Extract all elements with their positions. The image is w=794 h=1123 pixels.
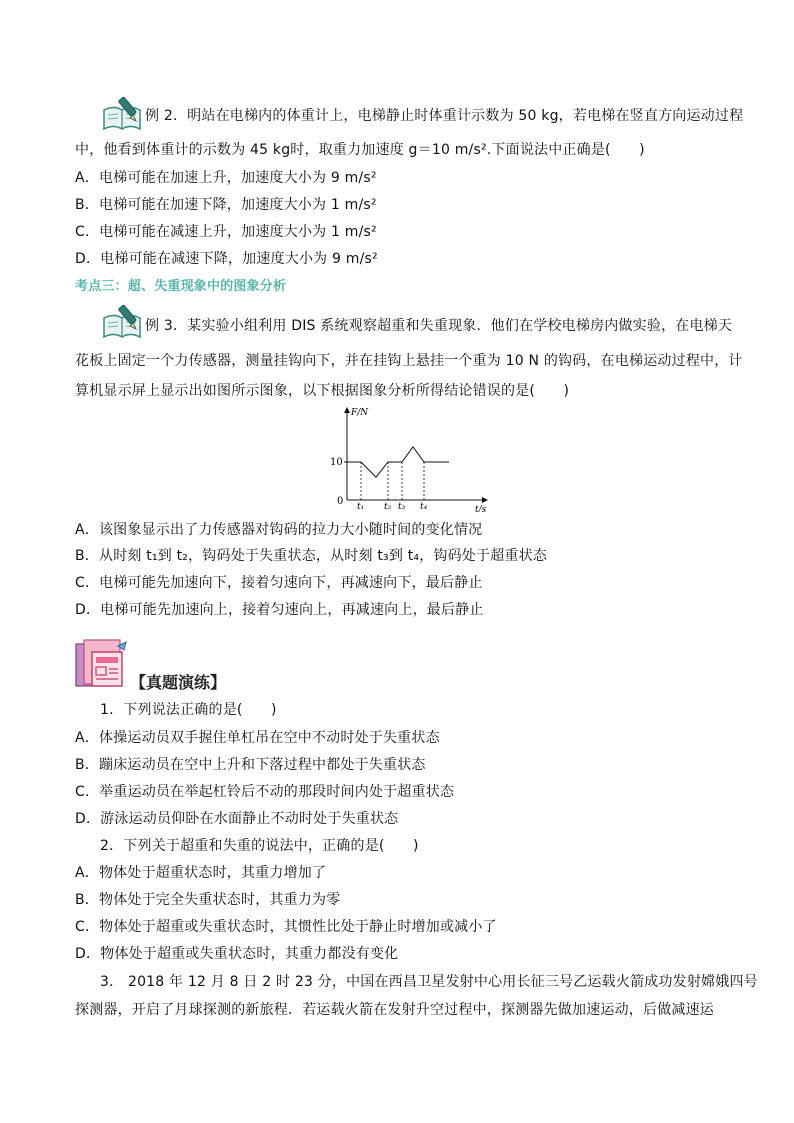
ex2-option-c: C．电梯可能在减速上升，加速度大小为 1 m/s²	[75, 224, 377, 240]
q1-option-d: D．游泳运动员仰卧在水面静止不动时处于失重状态	[75, 811, 399, 827]
ex3-text1: 某实验小组利用 DIS 系统观察超重和失重现象．他们在学校电梯房内做实验，在电梯天	[187, 318, 733, 334]
ex2-line2: 中，他看到体重计的示数为 45 kg时，取重力加速度 g＝10 m/s².下面说法中正确是( )	[75, 142, 645, 158]
y-tick-label-10: 10	[330, 457, 343, 468]
x-axis-label: t/s	[475, 505, 487, 512]
q2-option-b: B．物体处于完全失重状态时，其重力为零	[75, 892, 341, 908]
section3-title: 考点三：超、失重现象中的图象分析	[75, 279, 287, 294]
book-pencil-icon	[100, 96, 144, 132]
x-tick-label-1: t₁	[357, 502, 365, 512]
ex2-label: 例 2．	[145, 108, 188, 124]
ex3-option-b: B．从时刻 t₁到 t₂，钩码处于失重状态，从时刻 t₃到 t₄，钩码处于超重状态	[75, 548, 548, 564]
practice-title: 【真题演练】	[130, 673, 227, 692]
origin-label: 0	[337, 496, 344, 507]
practice-papers-icon	[74, 636, 132, 690]
ex3-option-d: D．电梯可能先加速向上，接着匀速向上，再减速向上，最后静止	[75, 602, 484, 618]
force-time-chart	[325, 404, 495, 512]
ex2-option-b: B．电梯可能在加速下降，加速度大小为 1 m/s²	[75, 197, 377, 213]
q2-option-d: D．物体处于超重或失重状态时，其重力都没有变化	[75, 946, 399, 962]
q1-stem: 1．下列说法正确的是( )	[100, 702, 277, 718]
y-axis-label: F/N	[351, 408, 369, 418]
q3-line2: 探测器，开启了月球探测的新旅程．若运载火箭在发射升空过程中，探测器先做加速运动，后做减速运	[75, 1002, 714, 1018]
ex3-line3: 算机显示屏上显示出如图所示图象，以下根据图象分析所得结论错误的是( )	[75, 383, 570, 399]
ex3-option-a: A．该图象显示出了力传感器对钩码的拉力大小随时间的变化情况	[75, 522, 483, 538]
q2-option-c: C．物体处于超重或失重状态时，其惯性比处于静止时增加或减小了	[75, 919, 497, 935]
q2-option-a: A．物体处于超重状态时，其重力增加了	[75, 865, 327, 881]
q1-option-b: B．蹦床运动员在空中上升和下落过程中都处于失重状态	[75, 757, 426, 773]
ex2-line1	[145, 106, 743, 126]
q3-line1: 3． 2018 年 12 月 8 日 2 时 23 分，中国在西昌卫星发射中心用长征三号乙运载火箭成功发射嫦娥四号	[100, 974, 758, 990]
book-pencil-icon-2	[100, 304, 144, 340]
ex3-label: 例 3．	[145, 318, 188, 334]
x-tick-label-4: t₄	[420, 502, 428, 512]
q1-option-c: C．举重运动员在举起杠铃后不动的那段时间内处于超重状态	[75, 784, 455, 800]
q1-option-a: A．体操运动员双手握住单杠吊在空中不动时处于失重状态	[75, 730, 440, 746]
force-series-line	[347, 447, 449, 477]
ex3-line1	[145, 316, 732, 336]
ex2-option-a: A．电梯可能在加速上升，加速度大小为 9 m/s²	[75, 170, 377, 186]
ex2-text1: 明站在电梯内的体重计上，电梯静止时体重计示数为 50 kg，若电梯在竖直方向运动过程	[187, 108, 744, 124]
x-tick-label-2: t₂	[384, 502, 392, 512]
q2-stem: 2．下列关于超重和失重的说法中，正确的是( )	[100, 838, 419, 854]
ex2-option-d: D．电梯可能在减速下降，加速度大小为 9 m/s²	[75, 251, 378, 267]
ex3-line2: 花板上固定一个力传感器，测量挂钩向下，并在挂钩上悬挂一个重为 10 N 的钩码，在电梯运动过程中，计	[75, 353, 743, 369]
x-tick-label-3: t₃	[398, 502, 406, 512]
ex3-option-c: C．电梯可能先加速向下，接着匀速向下，再减速向下，最后静止	[75, 575, 483, 591]
